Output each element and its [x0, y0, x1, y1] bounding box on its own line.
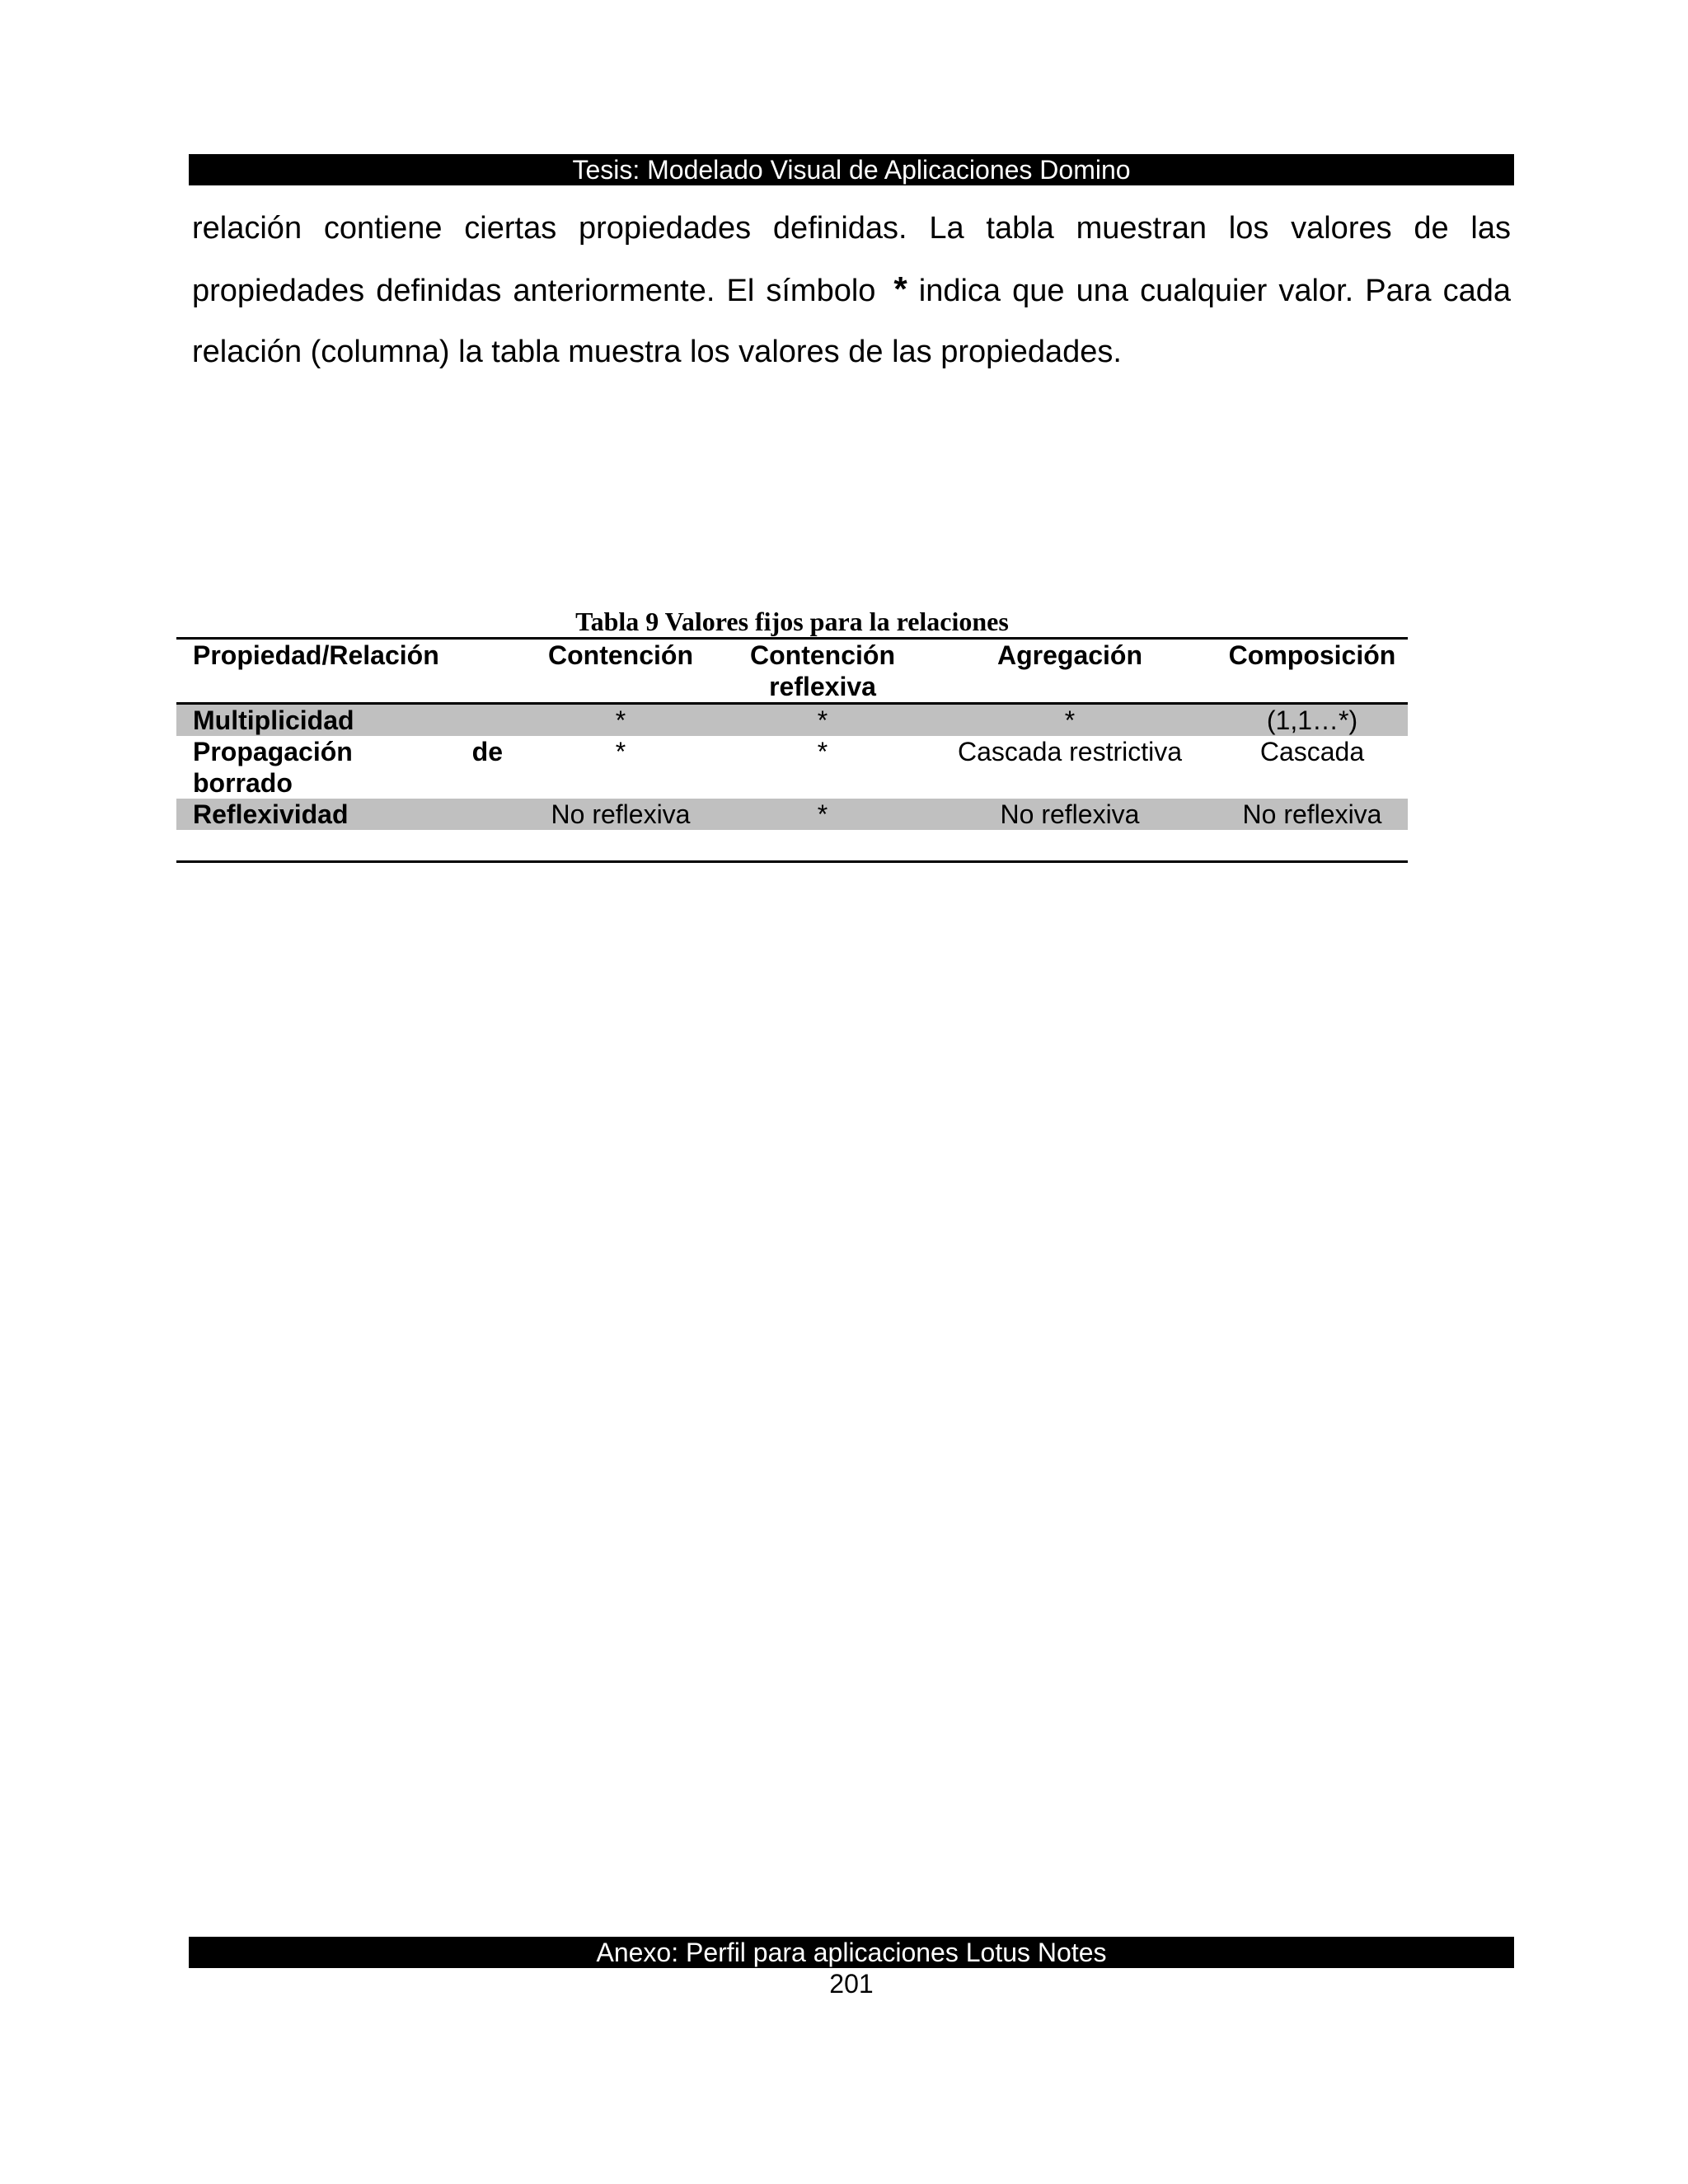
- table-cell: *: [519, 704, 722, 737]
- table-cell: No reflexiva: [923, 799, 1217, 830]
- table-cell: *: [615, 737, 626, 766]
- page-footer: Anexo: Perfil para aplicaciones Lotus Notes: [189, 1937, 1514, 1968]
- header-composicion: Composición: [1228, 640, 1396, 670]
- table-cell: *: [722, 799, 923, 830]
- table-header-row: [176, 639, 1408, 704]
- table-bottom-rule: [176, 860, 1408, 863]
- header-agregacion: Agregación: [996, 640, 1143, 670]
- table-cell: No reflexiva: [519, 799, 722, 830]
- table-cell: (1,1…*): [1217, 704, 1408, 737]
- table-container: [176, 637, 1408, 830]
- row-label-propagacion-borrado: Propagación de borrado: [193, 737, 503, 798]
- table-cell: Cascada restrictiva: [957, 737, 1183, 766]
- page-header: Tesis: Modelado Visual de Aplicaciones Domino: [189, 154, 1514, 185]
- row-label-reflexividad: Reflexividad: [176, 799, 519, 830]
- row-label-multiplicidad: Multiplicidad: [176, 704, 519, 737]
- header-contencion: Contención: [548, 640, 693, 670]
- relations-table: [176, 637, 1408, 830]
- paragraph-text-start: relación contiene ciertas propiedades definidas. La tabla muestran los valores de las propiedades definidas anteriormente. El símbolo: [192, 211, 1511, 308]
- table-cell: *: [817, 737, 828, 766]
- table-row: [176, 736, 1408, 799]
- header-contencion-reflexiva: Contención reflexiva: [750, 640, 895, 701]
- header-propiedad-relacion: Propiedad/Relación: [193, 640, 439, 670]
- table-row: [176, 704, 1408, 737]
- body-paragraph: [192, 198, 1511, 382]
- table-cell: No reflexiva: [1217, 799, 1408, 830]
- page-number: 201: [829, 1969, 874, 1999]
- table-row: [176, 799, 1408, 830]
- paragraph-text-end: indica que una cualquier valor. Para cada relación (columna) la tabla muestra los valores de las propiedades.: [192, 274, 1511, 369]
- table-cell: *: [923, 704, 1217, 737]
- table-cell: *: [722, 704, 923, 737]
- table-cell: Cascada: [1259, 737, 1365, 766]
- asterisk-symbol: *: [893, 269, 907, 308]
- table-caption: Tabla 9 Valores fijos para la relaciones: [575, 607, 1009, 636]
